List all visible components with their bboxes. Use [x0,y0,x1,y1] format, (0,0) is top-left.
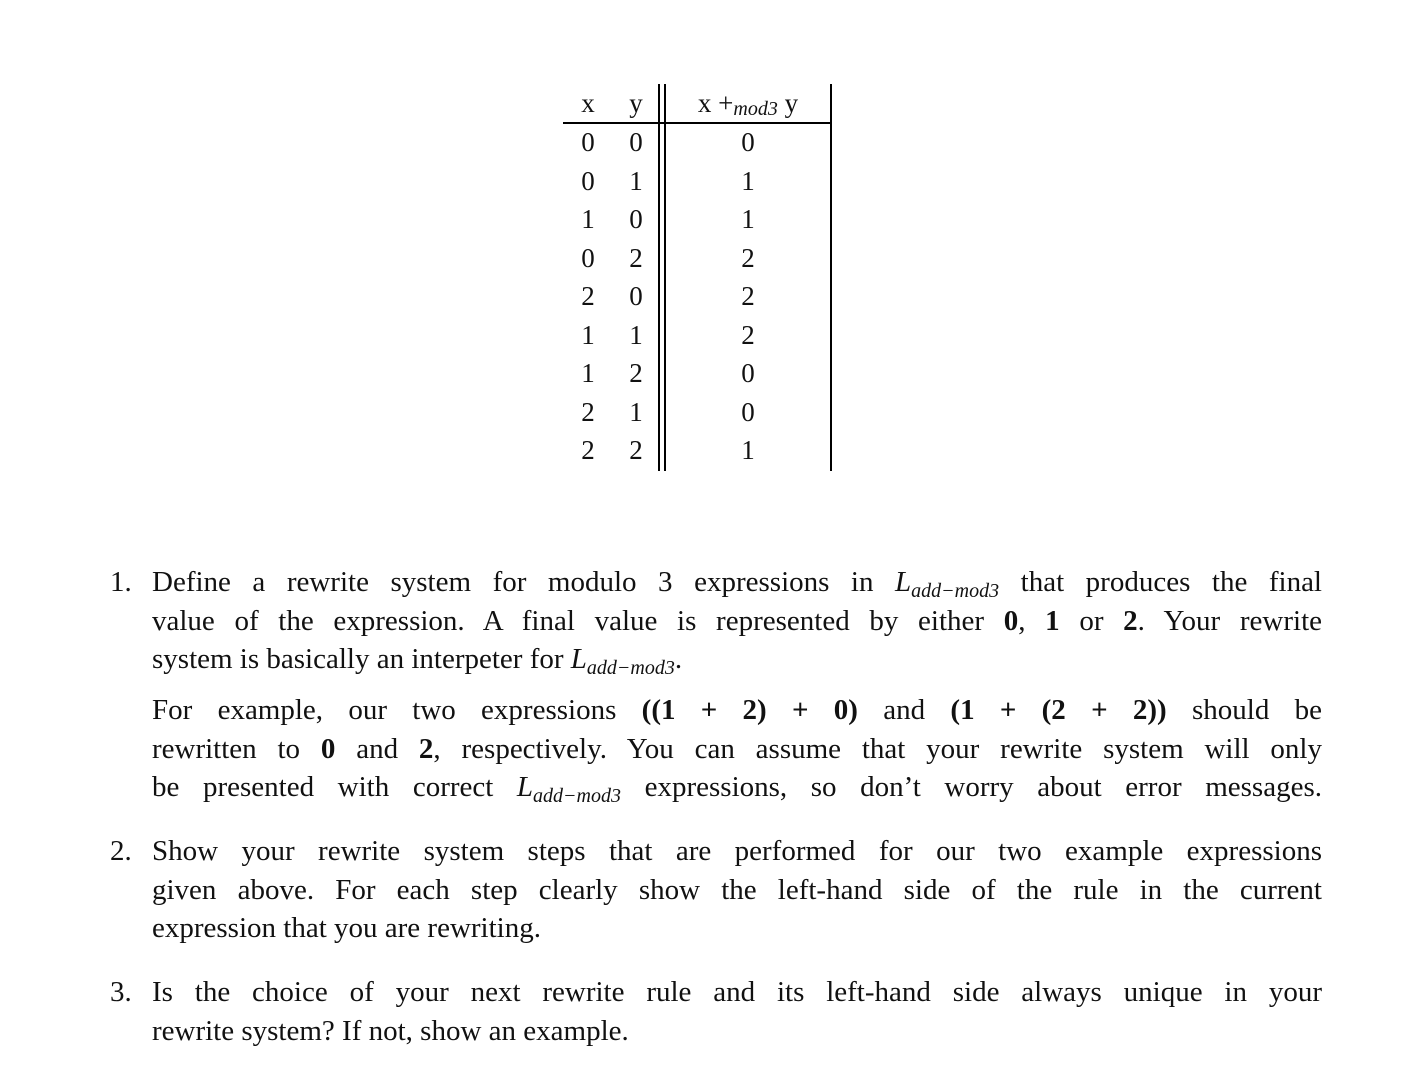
table-cell-x: 0 [581,242,595,273]
table-header-rule [563,122,832,124]
table-cell-y: 0 [629,127,643,157]
table-divider-line [664,84,666,471]
table-cell-r: 2 [741,242,755,273]
header-y: y [629,88,643,118]
question-2-paragraph: Show your rewrite system steps that are performed for our two example expressions given above. For each step clearly show the left-hand side of the rule in the current expression that you are rewriting. [152,835,1322,944]
table-cell-x: 2 [581,396,595,427]
table-cell-x: 1 [581,319,595,350]
table-divider-line [658,84,660,471]
table-cell-x: 1 [581,358,595,388]
table-cell-r: 1 [741,204,755,234]
table-cell-r: 0 [741,127,755,157]
question-1-paragraph-1: Define a rewrite system for modulo 3 expressions in $L_{add-mod3}$ that produces the final value of the expression. A final value is represented by either 0, 1 or 2. Your rewrite system is basically an interpeter for $L_{add-mod3}$. [152,566,1322,679]
table-cell-y: 2 [629,435,643,465]
table-cell-r: 0 [741,396,755,427]
table-cell-x: 0 [581,127,595,157]
table-cell-y: 1 [629,396,643,427]
question-number: 2. [110,835,132,867]
table-cell-y: 0 [629,204,643,234]
table-cell-y: 0 [629,281,643,311]
table-cell-r: 1 [741,165,755,196]
table-cell-r: 1 [741,435,755,465]
table-cell-x: 2 [581,281,595,311]
mod3-addition-table [563,84,832,471]
table-cell-r: 2 [741,319,755,350]
question-3-paragraph: Is the choice of your next rewrite rule and its left-hand side always unique in your rewrite system? If not, show an example. [152,976,1322,1047]
table-cell-y: 1 [629,319,643,350]
header-result: x +mod3 y [697,88,799,120]
header-x: x [581,88,595,118]
table-cell-x: 1 [581,204,595,234]
table-cell-x: 2 [581,435,595,465]
table-right-border [830,84,832,471]
table-cell-r: 2 [741,281,755,311]
table-cell-y: 2 [629,358,643,388]
question-number: 3. [110,976,132,1008]
table-cell-y: 1 [629,165,643,196]
table-cell-x: 0 [581,165,595,196]
question-number: 1. [110,566,132,598]
question-1-paragraph-2: For example, our two expressions ((1 + 2) + 0) and (1 + (2 + 2)) should be rewritten to 0 and 2, respectively. You can assume that your rewrite system will only be presented with correct $L_{add-mod3}$ expressions, so don’t worry about error messages. [152,694,1322,807]
table-cell-y: 2 [629,242,643,273]
table-cell-r: 0 [741,358,755,388]
